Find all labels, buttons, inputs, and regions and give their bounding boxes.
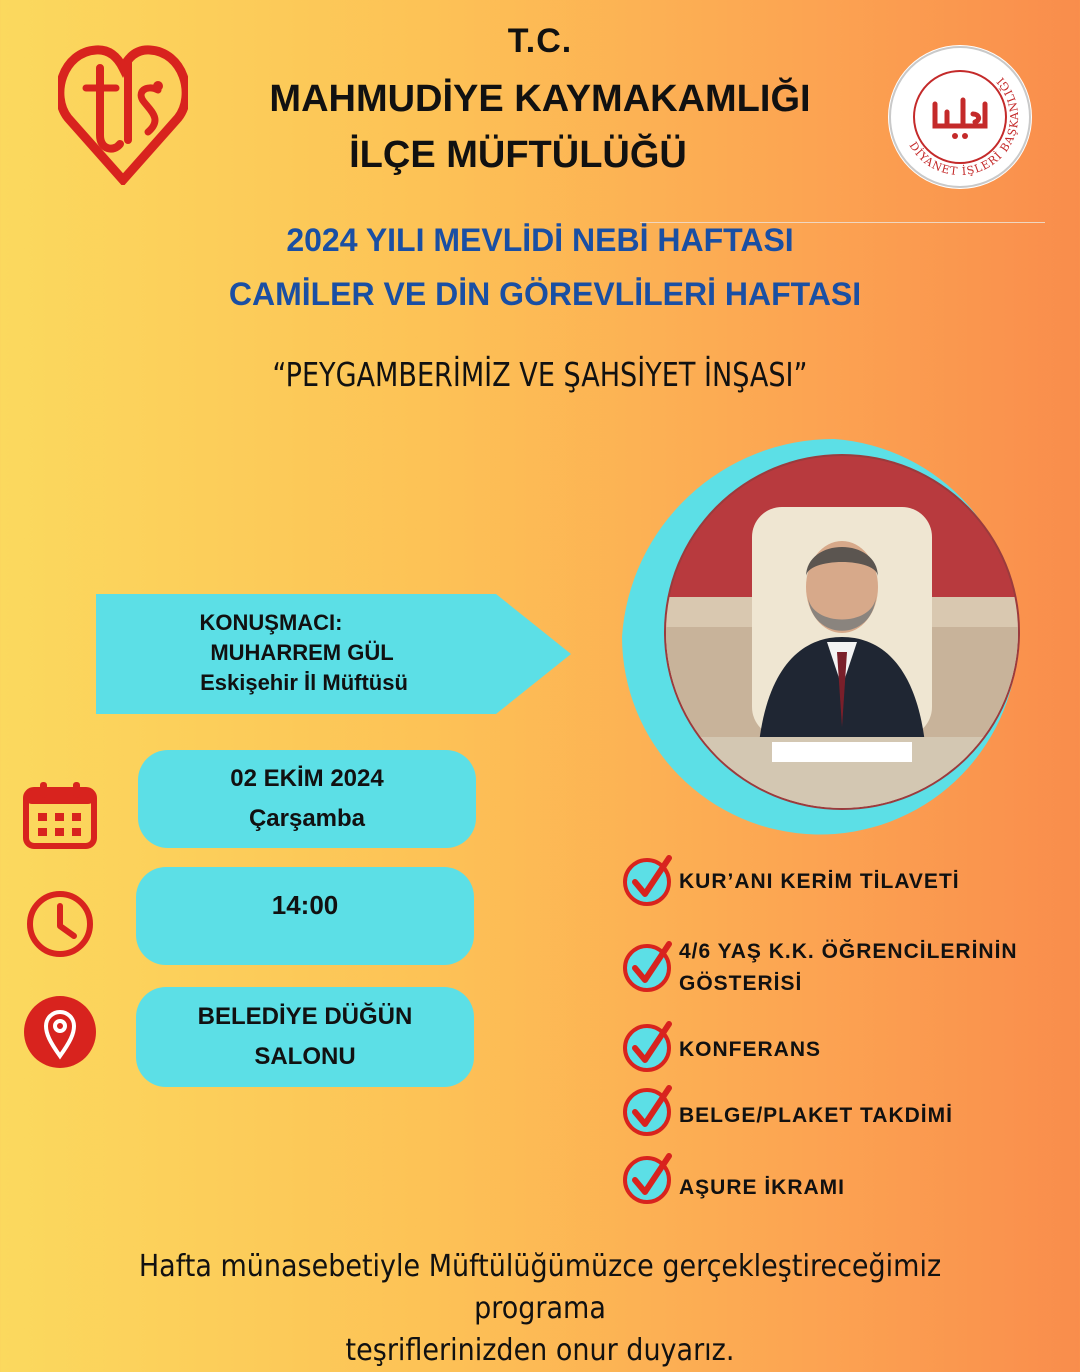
title-line1: 2024 YILI MEVLİDİ NEBİ HAFTASI (286, 222, 794, 258)
event-date: 02 EKİM 2024 (230, 765, 384, 792)
activity-label: AŞURE İKRAMI (679, 1176, 846, 1199)
date-pill (138, 750, 476, 848)
clock-icon (24, 888, 96, 965)
event-time: 14:00 (271, 890, 339, 920)
venue-line1: BELEDİYE DÜĞÜN (197, 1003, 413, 1030)
time-pill (136, 867, 474, 965)
theme-title: “PEYGAMBERİMİZ VE ŞAHSİYET İNŞASI” (272, 355, 808, 394)
footer-line1: Hafta münasebetiyle Müftülüğümüzce gerçekleştireceğimiz programa (138, 1249, 942, 1326)
activity-item (621, 1150, 1061, 1210)
header-line3: İLÇE MÜFTÜLÜĞÜ (349, 134, 687, 176)
activity-item (621, 852, 1061, 912)
venue-pill (136, 987, 474, 1087)
activity-item (621, 1018, 1061, 1078)
header-line2: MAHMUDİYE KAYMAKAMLIĞI (269, 78, 811, 120)
activity-label: KONFERANS (679, 1038, 822, 1061)
speaker-role: KONUŞMACI: (199, 610, 343, 635)
venue-line2: SALONU (254, 1043, 356, 1070)
activity-item (621, 1082, 1061, 1142)
title-line2: CAMİLER VE DİN GÖREVLİLERİ HAFTASI (228, 276, 862, 312)
speaker-photo-frame (622, 437, 1047, 842)
activity-label-line2: GÖSTERİSİ (679, 972, 803, 995)
location-pin-icon (22, 994, 98, 1075)
speaker-card (96, 594, 571, 714)
footer-message (90, 1246, 990, 1372)
diyanet-ring-text: DİYANET İŞLERİ BAŞKANLIĞI (906, 73, 1022, 179)
check-icon (621, 852, 677, 908)
speaker-title: Eskişehir İl Müftüsü (200, 670, 408, 695)
calendar-icon (22, 780, 98, 855)
check-icon (621, 1018, 677, 1074)
speaker-name: MUHARREM GÜL (210, 640, 394, 665)
header-line1: T.C. (507, 22, 573, 60)
check-icon (621, 1082, 677, 1138)
footer-line2: teşriflerinizden onur duyarız. (345, 1333, 735, 1368)
event-day: Çarşamba (248, 805, 366, 832)
activity-label: BELGE/PLAKET TAKDİMİ (679, 1104, 953, 1127)
check-icon (621, 938, 677, 994)
activity-label: 4/6 YAŞ K.K. ÖĞRENCİLERİNİN (679, 940, 1018, 963)
activity-item (621, 936, 1061, 1006)
activity-label: KUR’ANI KERİM TİLAVETİ (679, 870, 960, 893)
check-icon (621, 1150, 677, 1206)
